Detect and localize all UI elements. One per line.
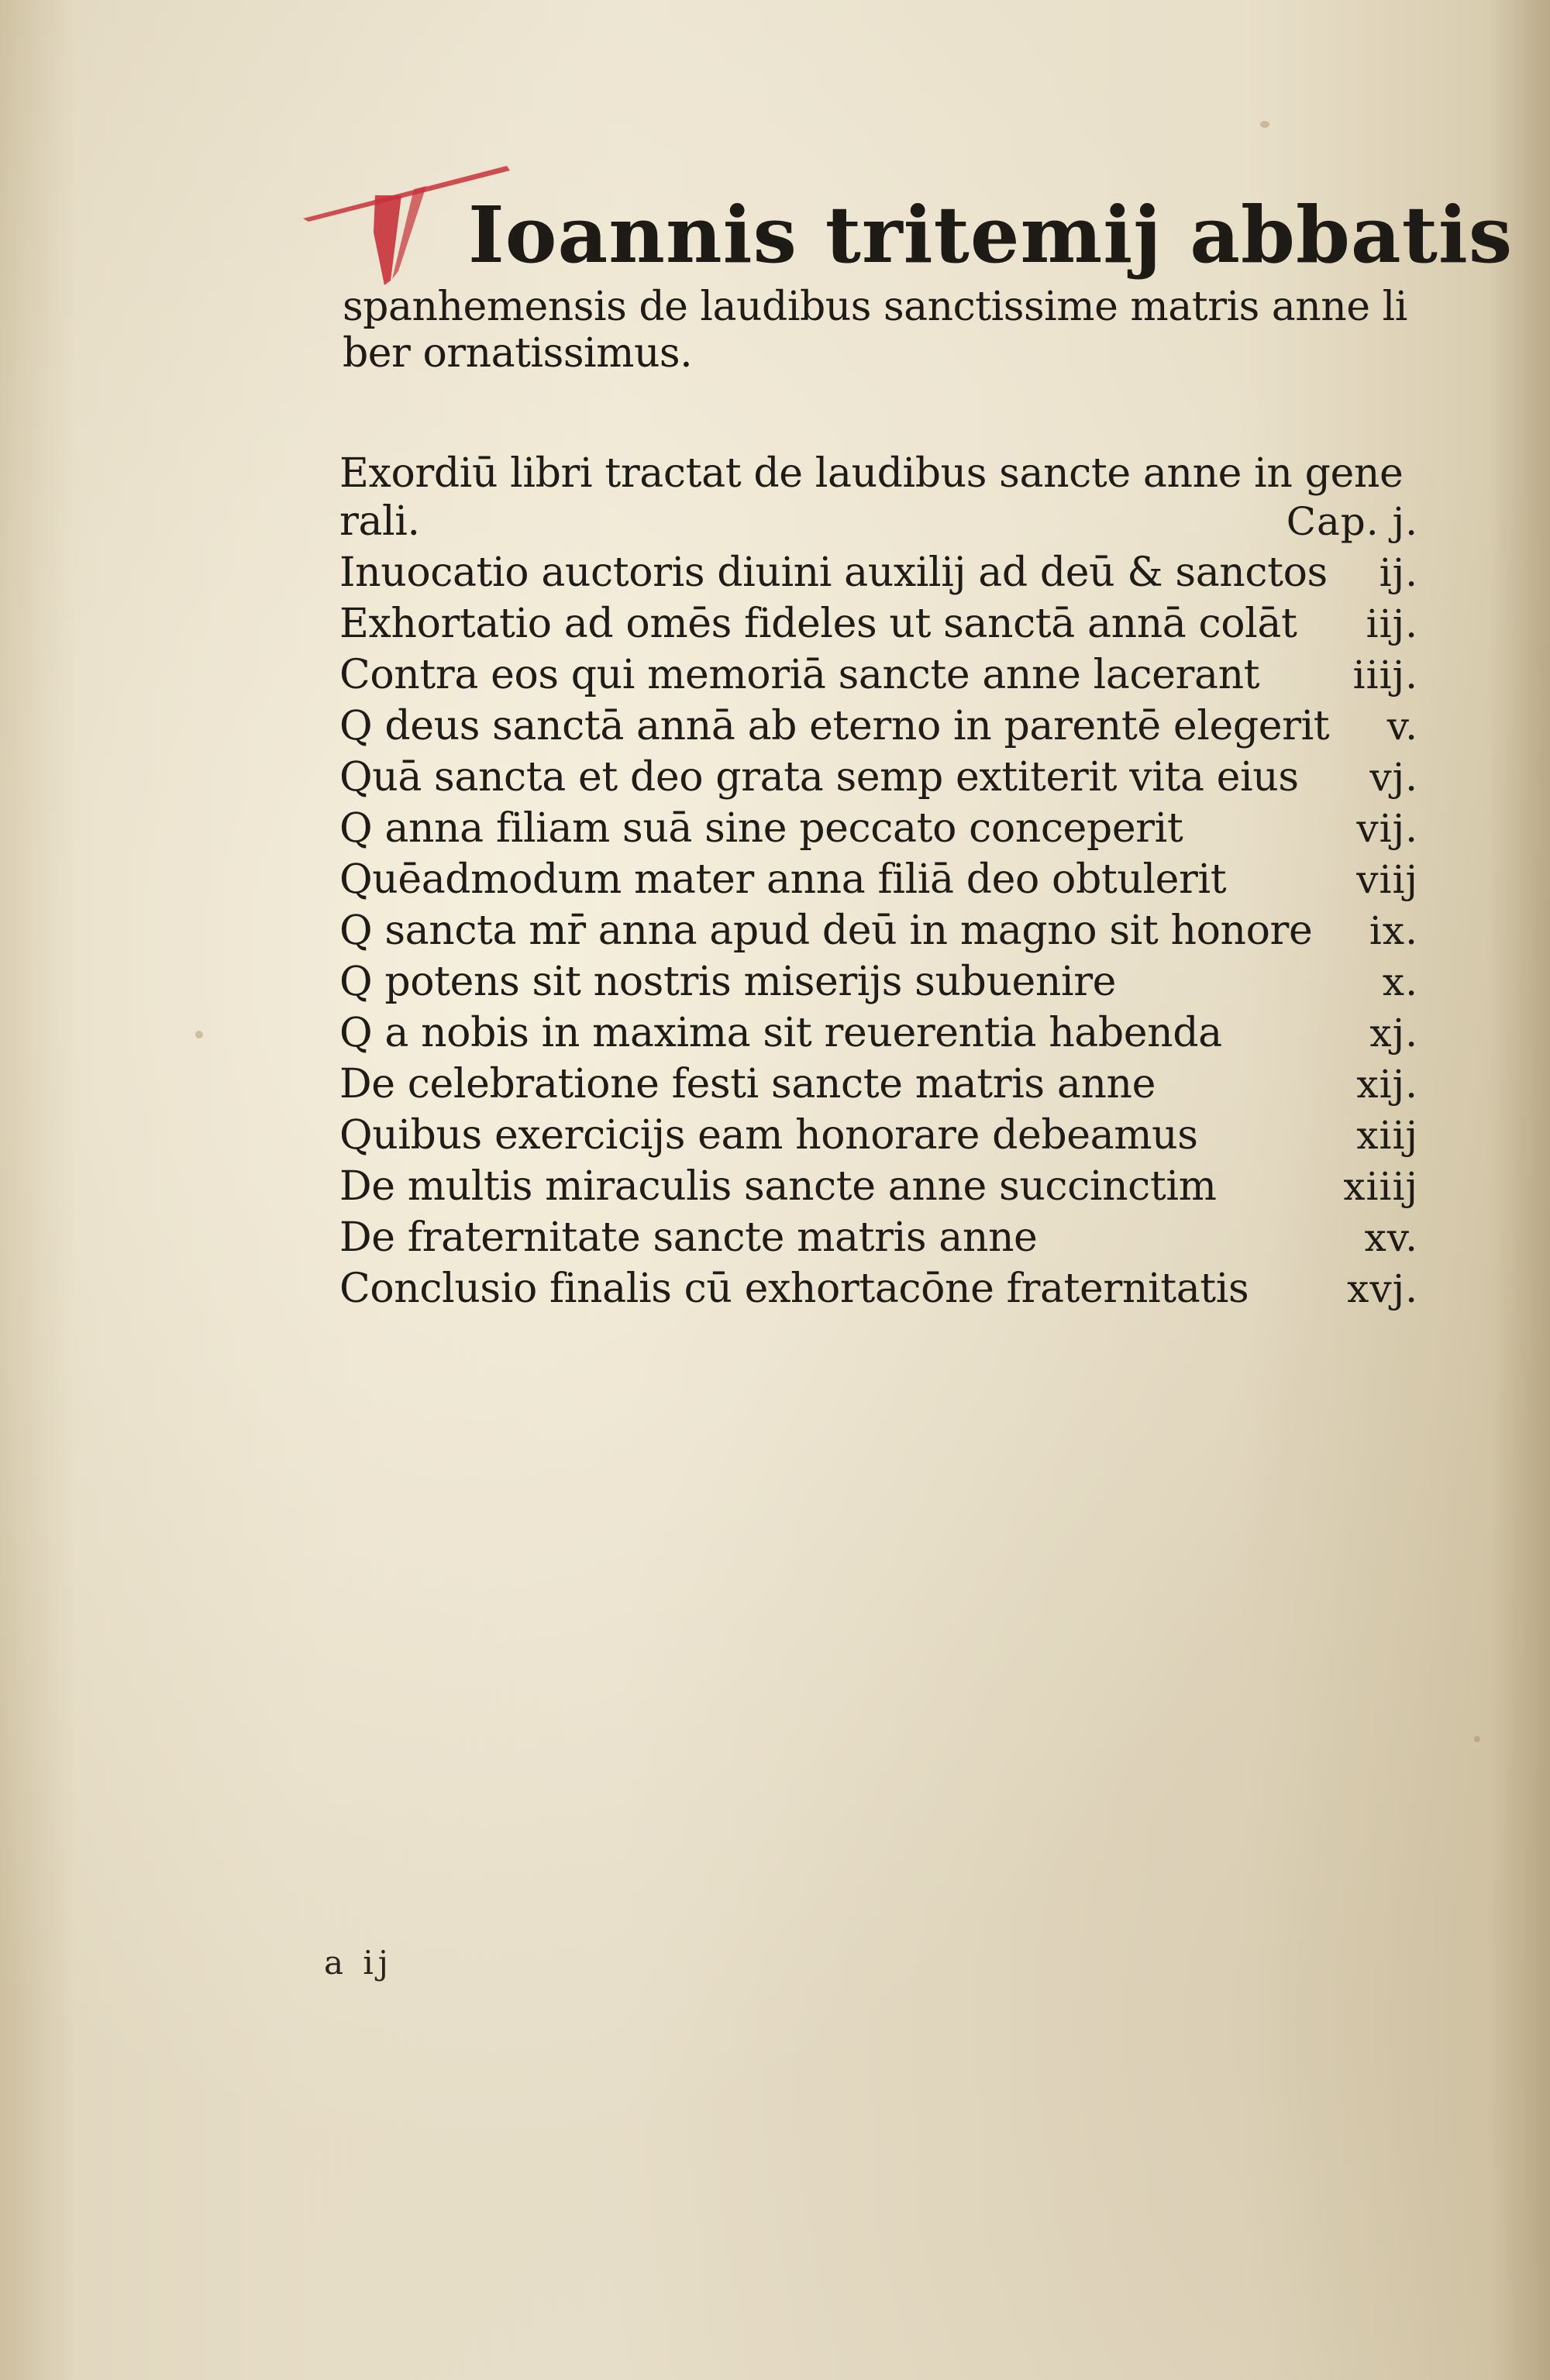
toc-entry-text: De celebratione festi sancte matris anne bbox=[339, 1061, 1156, 1107]
toc-entry bbox=[326, 803, 1449, 854]
toc-entry bbox=[326, 1263, 1449, 1314]
toc-entry-text: Q potens sit nostris miserijs subuenire bbox=[339, 959, 1117, 1005]
toc-entry-text: Q a nobis in maxima sit reuerentia habenda bbox=[339, 1010, 1222, 1056]
toc-entry-number: vj. bbox=[1369, 755, 1418, 800]
toc-entry-text: rali. bbox=[339, 498, 420, 545]
toc-entry-text: Quibus exercicijs eam honorare debeamus bbox=[339, 1112, 1198, 1159]
toc-entry-number: xiij bbox=[1356, 1113, 1418, 1158]
toc-entry-number: xv. bbox=[1364, 1215, 1418, 1260]
toc-entry bbox=[326, 1059, 1449, 1110]
toc-entry bbox=[326, 496, 1449, 547]
toc-entry-number: xiiij bbox=[1343, 1164, 1418, 1209]
toc-entry bbox=[326, 956, 1449, 1007]
toc-entry-text: Exordiū libri tractat de laudibus sancte anne in gene bbox=[339, 450, 1404, 497]
toc-entry bbox=[326, 1161, 1449, 1212]
page-title: Ioannis tritemij abbatis bbox=[468, 189, 1514, 281]
show-through-texture bbox=[318, 1333, 1426, 1431]
toc-entry-number: xj. bbox=[1369, 1011, 1418, 1056]
foxing-spot bbox=[1474, 1736, 1480, 1742]
toc-entry-text: Q deus sanctā annā ab eterno in parentē elegerit bbox=[339, 703, 1330, 749]
toc-entry bbox=[326, 1007, 1449, 1059]
foxing-spot bbox=[195, 1031, 203, 1038]
toc-entry-number: ij. bbox=[1379, 550, 1418, 595]
toc-entry bbox=[326, 701, 1449, 752]
toc-entry-number: ix. bbox=[1369, 908, 1418, 953]
toc-entry-text: De multis miraculis sancte anne succinctim bbox=[339, 1163, 1217, 1210]
toc-entry-number: Cap. j. bbox=[1286, 499, 1418, 544]
signature-mark: a ij bbox=[324, 1944, 393, 1982]
table-of-contents bbox=[326, 448, 1449, 1314]
toc-entry-text: Inuocatio auctoris diuini auxilij ad deū & sanctos bbox=[339, 549, 1328, 596]
toc-entry-number: x. bbox=[1382, 959, 1418, 1004]
toc-entry bbox=[326, 854, 1449, 905]
toc-entry-text: Contra eos qui memoriā sancte anne lacerant bbox=[339, 652, 1260, 698]
toc-entry bbox=[326, 1212, 1449, 1263]
toc-entry-number: xvj. bbox=[1347, 1266, 1418, 1311]
toc-entry-text: Conclusio finalis cū exhortacōne fraternitatis bbox=[339, 1266, 1249, 1312]
toc-entry bbox=[326, 905, 1449, 956]
toc-entry-text: Quēadmodum mater anna filiā deo obtulerit bbox=[339, 856, 1227, 903]
subtitle-line: ber ornatissimus. bbox=[343, 330, 693, 377]
toc-entry-text: Q anna filiam suā sine peccato conceperit bbox=[339, 805, 1183, 852]
toc-entry-text: Exhortatio ad omēs fideles ut sanctā annā colāt bbox=[339, 601, 1297, 647]
toc-entry-number: xij. bbox=[1356, 1062, 1418, 1107]
subtitle-line: spanhemensis de laudibus sanctissime matris anne li bbox=[343, 284, 1407, 330]
toc-entry bbox=[326, 547, 1449, 598]
toc-entry bbox=[326, 598, 1449, 649]
toc-entry bbox=[326, 752, 1449, 803]
toc-entry-number: viij bbox=[1356, 857, 1418, 902]
toc-entry bbox=[326, 649, 1449, 701]
toc-entry-number: iiij. bbox=[1352, 653, 1418, 697]
toc-entry-number: vij. bbox=[1356, 806, 1418, 851]
title-subtitle bbox=[343, 284, 1443, 377]
toc-entry-text: Q sancta mr̄ anna apud deū in magno sit honore bbox=[339, 908, 1313, 954]
toc-entry-text: De fraternitate sancte matris anne bbox=[339, 1214, 1038, 1261]
toc-entry-number: v. bbox=[1386, 704, 1418, 749]
toc-entry-number: iij. bbox=[1366, 601, 1418, 646]
foxing-spot bbox=[1260, 121, 1269, 128]
toc-entry-text: Quā sancta et deo grata semp extiterit vita eius bbox=[339, 754, 1299, 801]
toc-entry bbox=[326, 448, 1449, 496]
toc-entry bbox=[326, 1110, 1449, 1161]
